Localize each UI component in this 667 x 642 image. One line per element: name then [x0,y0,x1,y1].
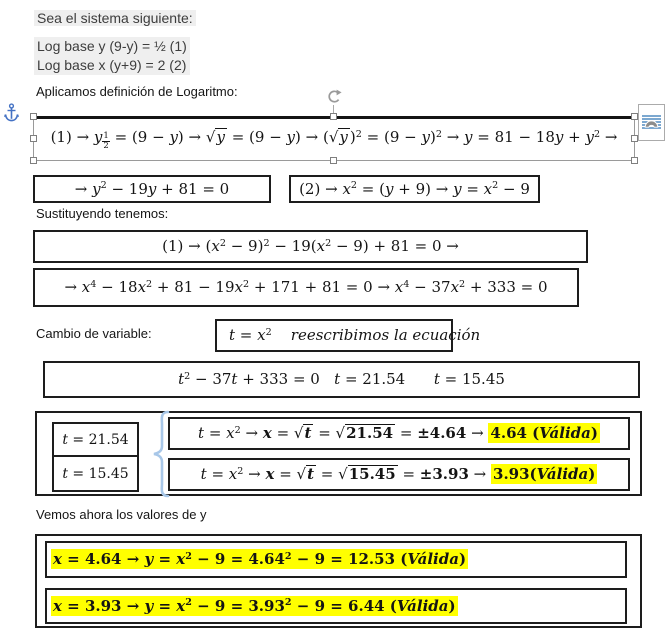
substitute-label: Sustituyendo tenemos: [36,206,169,221]
x-definition-equation: $(2) \to x^2 = (y + 9) \to y = x^2 - 9$ [299,179,530,198]
quadratic-t-equation: $t^2 - 37t + 333 = 0$ t = 21.54 t = 15.45 [178,370,505,388]
change-variable-label: Cambio de variable: [36,326,152,341]
equation-box-substitution-2[interactable] [33,268,579,307]
t-value-2: t = 15.45 [62,465,129,482]
selection-handle-bottom-left[interactable] [30,157,37,164]
solution-x-box-2[interactable] [168,458,630,491]
rotate-handle[interactable] [325,89,342,110]
equation-box-change-variable[interactable] [215,319,481,352]
y-values-label: Vemos ahora los valores de y [36,507,207,522]
selection-handle-middle-left[interactable] [30,135,37,142]
equation-box-substitution-1[interactable] [33,230,588,263]
layout-options-icon [642,115,661,130]
t-value-box-2[interactable] [52,455,139,492]
intro-title [34,9,196,28]
selection-handle-top-left[interactable] [30,113,37,120]
selection-handle-bottom-right[interactable] [631,157,638,164]
definition-equation: (1) → y $\frac{1}{2}$ = (9 − y) → √y = (9 − y) → (√y )$^2 = (9 - y)^2 \to y = 81 - 18y + y^2$ → [50,128,618,151]
selected-equation-box[interactable] [33,116,635,161]
selection-handle-top-middle[interactable] [330,113,337,120]
change-variable-equation: $t = x^2$ reescribimos la ecuación [229,326,481,344]
equation-box-x-definition[interactable] [289,175,540,203]
y-value-2-equation: $x = 3.93 \to y = x^2 - 9 = 3.93^2 - 9 = 6.44$ (Válida) [53,596,456,615]
system-eq-1: Log base y (9-y) = ½ (1) [37,38,187,54]
y-value-1-equation: $x = 4.64 \to y = x^2 - 9 = 4.64^2 - 9 = 12.53$ (Válida) [53,550,467,568]
equation-box-quadratic-t[interactable] [43,361,640,398]
layout-options-button[interactable] [638,104,665,141]
substitution-1-equation: $(1) \to (x^2 - 9)^2 - 19(x^2 - 9) + 81 = 0$ → [162,237,459,255]
selection-handle-top-right[interactable] [631,113,638,120]
y-value-box-2[interactable] [45,588,627,624]
solution-x-box-1[interactable] [168,417,630,450]
substitution-2-equation: → $x^4 - 18x^2 + 81 - 19x^2 + 171 + 81 = 0 \to x^4 - 37x^2 + 333 = 0$ [64,278,548,296]
t-value-1: t = 21.54 [62,431,129,448]
selection-handle-bottom-middle[interactable] [330,157,337,164]
anchor-icon [4,103,19,122]
solution-x-2-equation: $t = x^2 \to x = √t = √15.45 = \pm 3.93$ → 3.93(Válida) [200,465,596,484]
selection-handle-middle-right[interactable] [631,135,638,142]
y-value-box-1[interactable] [45,541,627,578]
system-equations [34,37,190,75]
solution-x-1-equation: $t = x^2 \to x = √t = √21.54 = \pm 4.64 \to 4.64$ (Válida) [198,424,598,443]
t-value-box-1[interactable] [52,422,139,457]
system-eq-2: Log base x (y+9) = 2 (2) [37,57,187,73]
rotate-handle-icon [325,89,342,105]
object-anchor [4,103,19,127]
equation-box-y-quadratic[interactable] [33,175,271,203]
intro-title-text: Sea el sistema siguiente: [34,10,196,26]
y-quadratic-equation: → $y^2 - 19y + 81 = 0$ [74,179,230,198]
apply-definition-label: Aplicamos definición de Logaritmo: [36,84,238,99]
